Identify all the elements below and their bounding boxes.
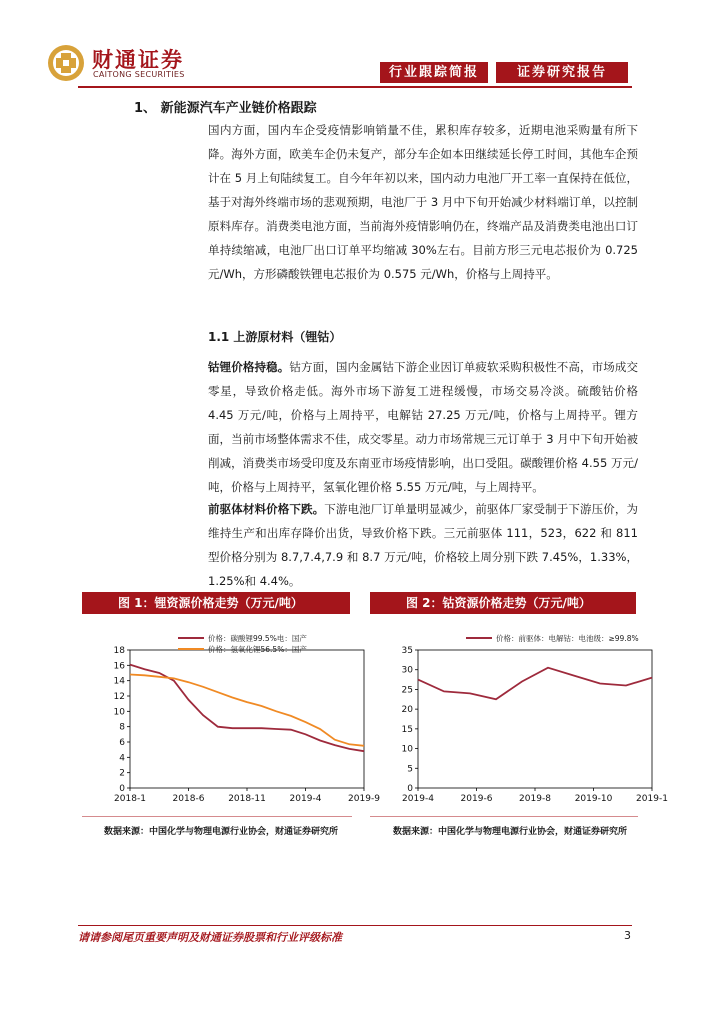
- x-tick-label: 2018-11: [228, 794, 266, 804]
- x-tick-label: 2018-6: [172, 794, 205, 804]
- plot-frame: [418, 650, 652, 788]
- plot-frame: [130, 650, 364, 788]
- paragraph-body: 下游电池厂订单量明显减少，前驱体厂家受制于下游压价，为维持生产和出库存降价出货，导致价格下跌。三元前驱体 111，523，622 和 811 型价格分别为 8.7,7.4,7.9 和 8.7 万元/吨，价格较上周分别下跌 7.45%，1.33%，1.25%和 4.4%。: [208, 502, 638, 588]
- x-tick-label: 2018-1: [114, 794, 146, 804]
- precursor-paragraph: [208, 497, 638, 593]
- y-tick-label: 35: [401, 646, 413, 656]
- y-tick-label: 25: [401, 685, 413, 696]
- series-line-1: [418, 668, 652, 700]
- section-intro: 国内方面，国内车企受疫情影响销量不佳，累积库存较多，近期电池采购量有所下降。海外方面，欧美车企仍未复产，部分车企如本田继续延长停工时间，其他车企预计在 5 月上旬陆续复工。自今年年初以来，国内动力电池厂开工率一直保持在低位，基于对海外终端市场的悲观预期，电池厂于 3 月中下旬开始减少材料端订单，以控制原料库存。消费类电池方面，当前海外疫情影响仍在，终端产品及消费类电池出口订单持续缩减，电池厂出口订单平均缩减 30%左右。目前方形三元电芯报价为 0.725 元/Wh，方形磷酸铁锂电芯报价为 0.575 元/Wh，价格与上周持平。: [208, 123, 638, 281]
- caitong-logo-icon: [46, 43, 86, 83]
- y-tick-label: 0: [407, 784, 413, 794]
- legend-label: 价格：碳酸锂99.5%电：国产: [208, 634, 307, 643]
- paragraph-lead: 前驱体材料价格下跌。: [208, 502, 325, 516]
- y-tick-label: 4: [119, 753, 125, 764]
- x-tick-label: 2019-9: [348, 794, 380, 804]
- report-category-tag: 证券研究报告: [496, 62, 628, 83]
- y-tick-label: 6: [119, 738, 125, 748]
- company-name-en: CAITONG SECURITIES: [93, 70, 185, 79]
- source-divider: [82, 816, 352, 817]
- x-tick-label: 2019-4: [289, 794, 322, 804]
- footer-disclaimer: 请请参阅尾页重要声明及财通证券股票和行业评级标准: [78, 931, 342, 944]
- footer-divider: [78, 925, 632, 926]
- series-line-2: [130, 675, 364, 746]
- y-tick-label: 8: [119, 722, 125, 733]
- y-tick-label: 12: [113, 692, 125, 702]
- y-tick-label: 2: [119, 768, 125, 779]
- y-tick-label: 20: [401, 705, 413, 716]
- legend-label: 价格：氢氧化锂56.5%：国产: [208, 645, 307, 654]
- y-tick-label: 14: [113, 676, 125, 687]
- figure-1-title: 图 1：锂资源价格走势（万元/吨）: [82, 592, 350, 614]
- cobalt-lithium-paragraph: [208, 355, 638, 499]
- lithium-price-chart: [82, 622, 380, 808]
- x-tick-label: 2019-10: [574, 794, 613, 804]
- cobalt-price-chart: [370, 622, 668, 808]
- y-tick-label: 10: [113, 707, 125, 718]
- figure-2-source: 数据来源：中国化学与物理电源行业协会，财通证券研究所: [393, 827, 628, 837]
- page-header: [0, 0, 724, 92]
- section-title: 1、 新能源汽车产业链价格跟踪: [134, 101, 317, 116]
- subsection-title: 1.1 上游原材料（锂钴）: [208, 330, 342, 344]
- y-tick-label: 0: [119, 784, 125, 794]
- header-divider: [78, 86, 632, 88]
- x-tick-label: 2019-4: [402, 794, 434, 804]
- paragraph-body: 钴方面，国内金属钴下游企业因订单疲软采购积极性不高，市场成交零星，导致价格走低。海外市场下游复工进程缓慢，市场交易冷淡。硫酸钴价格 4.45 万元/吨，价格与上周持平，电解钴 27.25 万元/吨，价格与上周持平。锂方面，当前市场整体需求不佳，成交零星。动力市场常规三元订单于 3 月中下旬开始被削减，消费类市场受印度及东南亚市场疫情影响，出口受阻。碳酸锂价格 4.55 万元/吨，价格与上周持平，氢氧化锂价格 5.55 万元/吨，与上周持平。: [208, 360, 638, 494]
- company-name-cn: 财通证券: [92, 48, 184, 72]
- y-tick-label: 30: [401, 665, 413, 676]
- y-tick-label: 16: [113, 661, 125, 672]
- y-tick-label: 18: [113, 646, 125, 656]
- report-type-tag: 行业跟踪简报: [380, 62, 488, 83]
- x-tick-label: 2019-1: [636, 794, 668, 804]
- page-number: 3: [624, 929, 631, 942]
- y-tick-label: 15: [401, 724, 413, 735]
- figure-2-title: 图 2：钴资源价格走势（万元/吨）: [370, 592, 636, 614]
- y-tick-label: 10: [401, 744, 413, 755]
- y-tick-label: 5: [407, 764, 413, 775]
- x-tick-label: 2019-8: [519, 794, 551, 804]
- paragraph-lead: 钴锂价格持稳。: [208, 360, 290, 374]
- legend-label: 价格：前驱体：电解钴：电池级：≥99.8%: [496, 634, 639, 643]
- x-tick-label: 2019-6: [460, 794, 493, 804]
- source-divider: [370, 816, 638, 817]
- figure-1-source: 数据来源：中国化学与物理电源行业协会，财通证券研究所: [104, 827, 339, 837]
